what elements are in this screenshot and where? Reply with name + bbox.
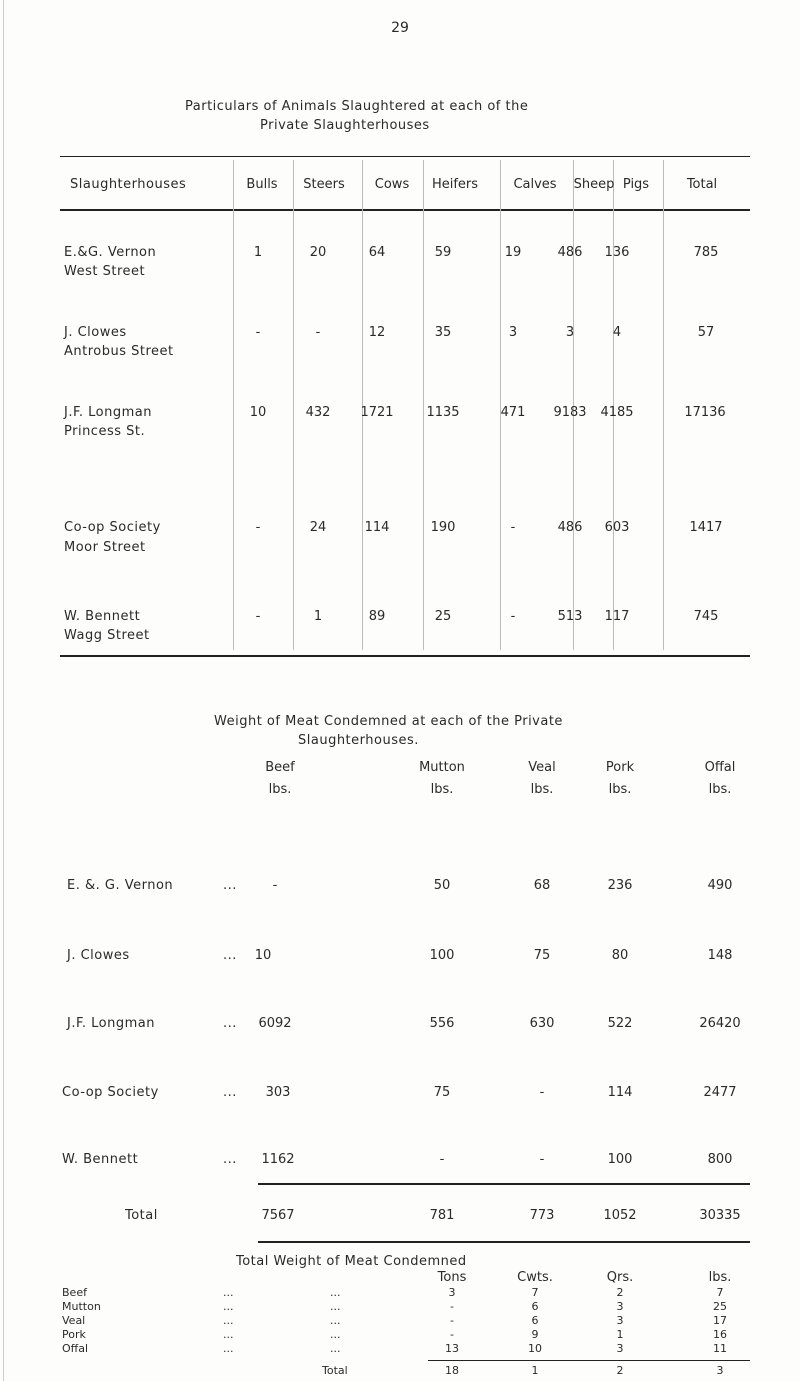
cell-pork: 80 (611, 948, 629, 963)
cell-offal: 148 (707, 948, 733, 963)
cell-tons: - (450, 1300, 454, 1313)
cell-heifers: 35 (434, 325, 452, 340)
cell-cows: 64 (368, 245, 386, 260)
row-name-line2: Moor Street (64, 540, 146, 555)
cell-bulls: - (255, 325, 261, 340)
row-name: Beef (62, 1286, 87, 1299)
cell-pigs: 4185 (600, 405, 634, 420)
col-header-qrs: Qrs. (606, 1270, 634, 1285)
cell-pork: 522 (607, 1016, 633, 1031)
col-header-tons: Tons (437, 1270, 467, 1285)
col-header-bulls: Bulls (246, 177, 278, 192)
col-header-calves: Calves (513, 177, 557, 192)
cell-qrs: 3 (616, 1314, 624, 1327)
cell-mutton: - (439, 1152, 445, 1167)
total-offal: 30335 (699, 1208, 741, 1223)
row-name: E. &. G. Vernon (67, 878, 174, 893)
row-name-line2: West Street (64, 264, 146, 279)
unit-mutton: lbs. (430, 782, 454, 797)
cell-cwts: 7 (531, 1286, 539, 1299)
table1-title-line1: Particulars of Animals Slaughtered at each of the (185, 99, 529, 114)
row-leader-dots: ... (223, 1314, 234, 1327)
cell-steers: 24 (309, 520, 327, 535)
total-mutton: 781 (429, 1208, 455, 1223)
col-header-heifers: Heifers (431, 177, 479, 192)
cell-steers: 1 (313, 609, 323, 624)
cell-pork: 100 (607, 1152, 633, 1167)
col-header-pigs: Pigs (622, 177, 650, 192)
total-beef: 7567 (261, 1208, 295, 1223)
cell-lbs: 25 (713, 1300, 727, 1313)
row-name-line1: Co-op Society (64, 520, 161, 535)
table1-col-divider (233, 160, 234, 650)
cell-offal: 26420 (699, 1016, 741, 1031)
cell-beef: 10 (254, 948, 272, 963)
table3-title: Total Weight of Meat Condemned (236, 1254, 467, 1269)
row-name: J.F. Longman (67, 1016, 155, 1031)
cell-tons: - (450, 1328, 454, 1341)
cell-pigs: 603 (604, 520, 630, 535)
cell-qrs: 1 (616, 1328, 624, 1341)
cell-lbs: 17 (713, 1314, 727, 1327)
col-header-total: Total (686, 177, 718, 192)
cell-sheep: 486 (557, 245, 583, 260)
cell-steers: 20 (309, 245, 327, 260)
col-header-mutton: Mutton (419, 760, 465, 775)
total-qrs: 2 (616, 1364, 624, 1377)
cell-cows: 114 (364, 520, 390, 535)
col-header-cows: Cows (374, 177, 410, 192)
table2-title-line1: Weight of Meat Condemned at each of the Private (214, 714, 563, 729)
total-weight-table (0, 1286, 800, 1360)
table1-bottom-rule (60, 655, 750, 657)
row-leader-dots: ... (223, 1152, 237, 1167)
row-name-line1: E.&G. Vernon (64, 245, 157, 260)
cell-calves: 471 (500, 405, 526, 420)
table2-total-label: Total (125, 1208, 158, 1223)
row-name-line2: Princess St. (64, 424, 146, 439)
cell-sheep: 513 (557, 609, 583, 624)
cell-pigs: 136 (604, 245, 630, 260)
cell-cwts: 10 (528, 1342, 542, 1355)
total-tons: 18 (445, 1364, 459, 1377)
cell-veal: 68 (533, 878, 551, 893)
col-header-sheep: Sheep (573, 177, 615, 192)
col-header-offal: Offal (704, 760, 736, 775)
cell-heifers: 190 (430, 520, 456, 535)
cell-bulls: 10 (249, 405, 267, 420)
cell-offal: 2477 (703, 1085, 737, 1100)
table2-total-bottom-rule (258, 1241, 750, 1243)
col-header-veal: Veal (528, 760, 556, 775)
cell-beef: 303 (265, 1085, 291, 1100)
table2-total-top-rule (258, 1183, 750, 1185)
cell-total: 17136 (684, 405, 726, 420)
cell-pigs: 117 (604, 609, 630, 624)
total-pork: 1052 (603, 1208, 637, 1223)
row-name-line1: J.F. Longman (64, 405, 152, 420)
row-leader-dots: ... (330, 1286, 341, 1299)
table1-header-rule (60, 209, 750, 211)
cell-bulls: - (255, 609, 261, 624)
cell-steers: - (315, 325, 321, 340)
table1-top-rule (60, 156, 750, 157)
cell-calves: 19 (504, 245, 522, 260)
total-cwts: 1 (531, 1364, 539, 1377)
col-header-beef: Beef (265, 760, 295, 775)
row-leader-dots: ... (330, 1342, 341, 1355)
cell-offal: 490 (707, 878, 733, 893)
row-name-line2: Wagg Street (64, 628, 150, 643)
row-name: Offal (62, 1342, 89, 1355)
unit-veal: lbs. (530, 782, 554, 797)
cell-beef: 6092 (258, 1016, 292, 1031)
cell-mutton: 556 (429, 1016, 455, 1031)
cell-sheep: 9183 (553, 405, 587, 420)
cell-lbs: 16 (713, 1328, 727, 1341)
table1-title-line2: Private Slaughterhouses (260, 118, 430, 133)
cell-pork: 236 (607, 878, 633, 893)
cell-calves: - (510, 609, 516, 624)
cell-pigs: 4 (612, 325, 622, 340)
col-header-slaughterhouses: Slaughterhouses (70, 177, 187, 192)
unit-beef: lbs. (268, 782, 292, 797)
row-leader-dots: ... (223, 1286, 234, 1299)
cell-calves: - (510, 520, 516, 535)
table1-col-divider (663, 160, 664, 650)
cell-cows: 1721 (360, 405, 394, 420)
cell-total: 57 (697, 325, 715, 340)
cell-total: 1417 (689, 520, 723, 535)
row-name-line1: W. Bennett (64, 609, 141, 624)
row-leader-dots: ... (223, 1300, 234, 1313)
cell-total: 785 (693, 245, 719, 260)
row-name: J. Clowes (67, 948, 130, 963)
cell-cwts: 6 (531, 1300, 539, 1313)
cell-veal: 630 (529, 1016, 555, 1031)
cell-bulls: - (255, 520, 261, 535)
row-name: Mutton (62, 1300, 101, 1313)
row-leader-dots: ... (223, 1085, 237, 1100)
row-leader-dots: ... (330, 1328, 341, 1341)
row-name-line1: J. Clowes (64, 325, 127, 340)
cell-qrs: 3 (616, 1300, 624, 1313)
row-name: W. Bennett (62, 1152, 139, 1167)
cell-qrs: 2 (616, 1286, 624, 1299)
cell-mutton: 50 (433, 878, 451, 893)
table3-total-top-rule (428, 1360, 750, 1361)
cell-heifers: 59 (434, 245, 452, 260)
cell-lbs: 7 (716, 1286, 724, 1299)
cell-veal: - (539, 1152, 545, 1167)
cell-cows: 89 (368, 609, 386, 624)
total-lbs: 3 (716, 1364, 724, 1377)
col-header-cwts: Cwts. (517, 1270, 553, 1285)
cell-tons: - (450, 1314, 454, 1327)
cell-tons: 13 (445, 1342, 459, 1355)
col-header-pork: Pork (605, 760, 635, 775)
cell-sheep: 486 (557, 520, 583, 535)
cell-cwts: 6 (531, 1314, 539, 1327)
cell-beef: - (272, 878, 278, 893)
row-name: Co-op Society (62, 1085, 159, 1100)
row-leader-dots: ... (330, 1300, 341, 1313)
unit-pork: lbs. (608, 782, 632, 797)
cell-pork: 114 (607, 1085, 633, 1100)
cell-offal: 800 (707, 1152, 733, 1167)
unit-offal: lbs. (708, 782, 732, 797)
total-veal: 773 (529, 1208, 555, 1223)
col-header-steers: Steers (303, 177, 345, 192)
cell-bulls: 1 (253, 245, 263, 260)
cell-heifers: 25 (434, 609, 452, 624)
table3-total-label: Total (322, 1364, 348, 1377)
page-number: 29 (391, 20, 409, 36)
cell-mutton: 75 (433, 1085, 451, 1100)
cell-total: 745 (693, 609, 719, 624)
cell-veal: 75 (533, 948, 551, 963)
row-leader-dots: ... (223, 1342, 234, 1355)
cell-cows: 12 (368, 325, 386, 340)
cell-veal: - (539, 1085, 545, 1100)
cell-sheep: 3 (565, 325, 575, 340)
row-leader-dots: ... (223, 1328, 234, 1341)
row-leader-dots: ... (223, 948, 237, 963)
row-leader-dots: ... (223, 1016, 237, 1031)
row-leader-dots: ... (330, 1314, 341, 1327)
table2-title-line2: Slaughterhouses. (298, 733, 419, 748)
cell-beef: 1162 (261, 1152, 295, 1167)
col-header-lbs: lbs. (708, 1270, 732, 1285)
cell-steers: 432 (305, 405, 331, 420)
row-name: Veal (62, 1314, 86, 1327)
row-name: Pork (62, 1328, 86, 1341)
row-name-line2: Antrobus Street (64, 344, 174, 359)
cell-heifers: 1135 (426, 405, 460, 420)
cell-mutton: 100 (429, 948, 455, 963)
cell-qrs: 3 (616, 1342, 624, 1355)
cell-cwts: 9 (531, 1328, 539, 1341)
row-leader-dots: ... (223, 878, 237, 893)
meat-condemned-table (0, 760, 800, 1160)
cell-tons: 3 (448, 1286, 456, 1299)
cell-lbs: 11 (713, 1342, 727, 1355)
cell-calves: 3 (508, 325, 518, 340)
